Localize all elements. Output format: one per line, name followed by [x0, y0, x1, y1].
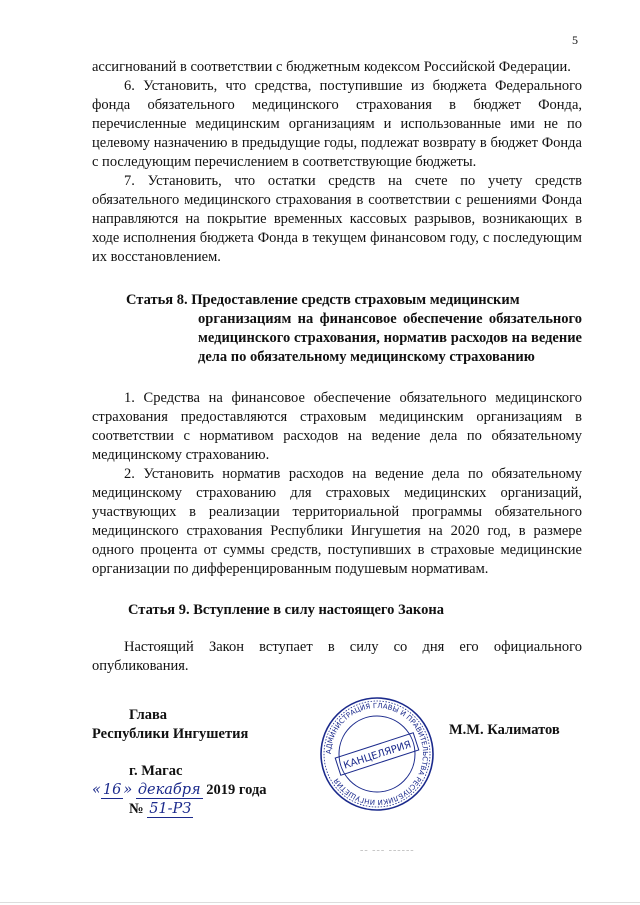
paragraph-item-6: 6. Установить, что средства, поступившие из бюджета Федерального фонда обязательного медицинского страхования в бюджет Фонда, перечисленные медицинским организациям и использованные ими не по целевому назначению в предыдущие годы, подлежат возврату в бюджет Фонда с последующим перечислением в соответствующие бюджеты.	[92, 78, 582, 170]
law-number: № 51-РЗ	[129, 801, 192, 817]
article-9-heading: Статья 9. Вступление в силу настоящего Закона	[128, 602, 444, 618]
official-seal-stamp	[318, 695, 436, 813]
seal-center-text: КАНЦЕЛЯРИЯ	[342, 739, 413, 772]
article-8-title-rest: организациям на финансовое обеспечение обязательного медицинского страхования, норматив расходов на ведение дела по обязательному медицинскому страхованию	[198, 311, 582, 365]
signing-date: « 16 » декабря 2019 года	[92, 782, 267, 798]
date-year: 2019 года	[206, 782, 267, 798]
footer-marks: -- --- ------	[360, 845, 415, 856]
article-8-title-line1: Статья 8. Предоставление средств страховым медицинским	[126, 292, 520, 308]
seal-ring-text: АДМИНИСТРАЦИЯ ГЛАВЫ И ПРАВИТЕЛЬСТВА РЕСПУБЛИКИ ИНГУШЕТИЯ	[324, 701, 430, 807]
place-of-signing: г. Магас	[129, 763, 183, 779]
page-number: 5	[572, 33, 578, 47]
page-bottom-edge	[0, 902, 640, 903]
article-9-text: Настоящий Закон вступает в силу со дня его официального опубликования.	[92, 639, 582, 674]
article-8-item-2: 2. Установить норматив расходов на ведение дела по обязательному медицинскому страхованию для страховых медицинских организаций, участвующих в реализации территориальной программы обязательного медицинского страхования Республики Ингушетия на 2020 год, в размере одного процента от суммы средств, поступивших в страховые медицинские организации по дифференцированным подушевым нормативам.	[92, 466, 582, 577]
law-number-handwritten: 51-РЗ	[149, 801, 192, 817]
document-body	[92, 58, 582, 676]
signatory-title-line2: Республики Ингушетия	[92, 726, 249, 742]
article-8-item-1: 1. Средства на финансовое обеспечение обязательного медицинского страхования предоставляются страховым медицинским организациям в соответствии с нормативом расходов на ведение дела по обязательному медицинскому страхованию.	[92, 390, 582, 463]
article-8-heading	[126, 291, 582, 367]
date-day-handwritten: 16	[102, 782, 122, 798]
signatory-title-line1: Глава	[129, 707, 168, 723]
paragraph-continuation: ассигнований в соответствии с бюджетным кодексом Российской Федерации.	[92, 59, 571, 75]
date-month-handwritten: декабря	[137, 782, 201, 798]
paragraph-item-7: 7. Установить, что остатки средств на счете по учету средств обязательного медицинского страхования в соответствии с решениями Фонда направляются на покрытие временных кассовых разрывов, возникающих в ходе исполнения бюджета Фонда в текущем финансовом году, с последующим их восстановлением.	[92, 173, 582, 265]
signature-block	[92, 706, 267, 819]
signatory-name: М.М. Калиматов	[449, 722, 560, 738]
